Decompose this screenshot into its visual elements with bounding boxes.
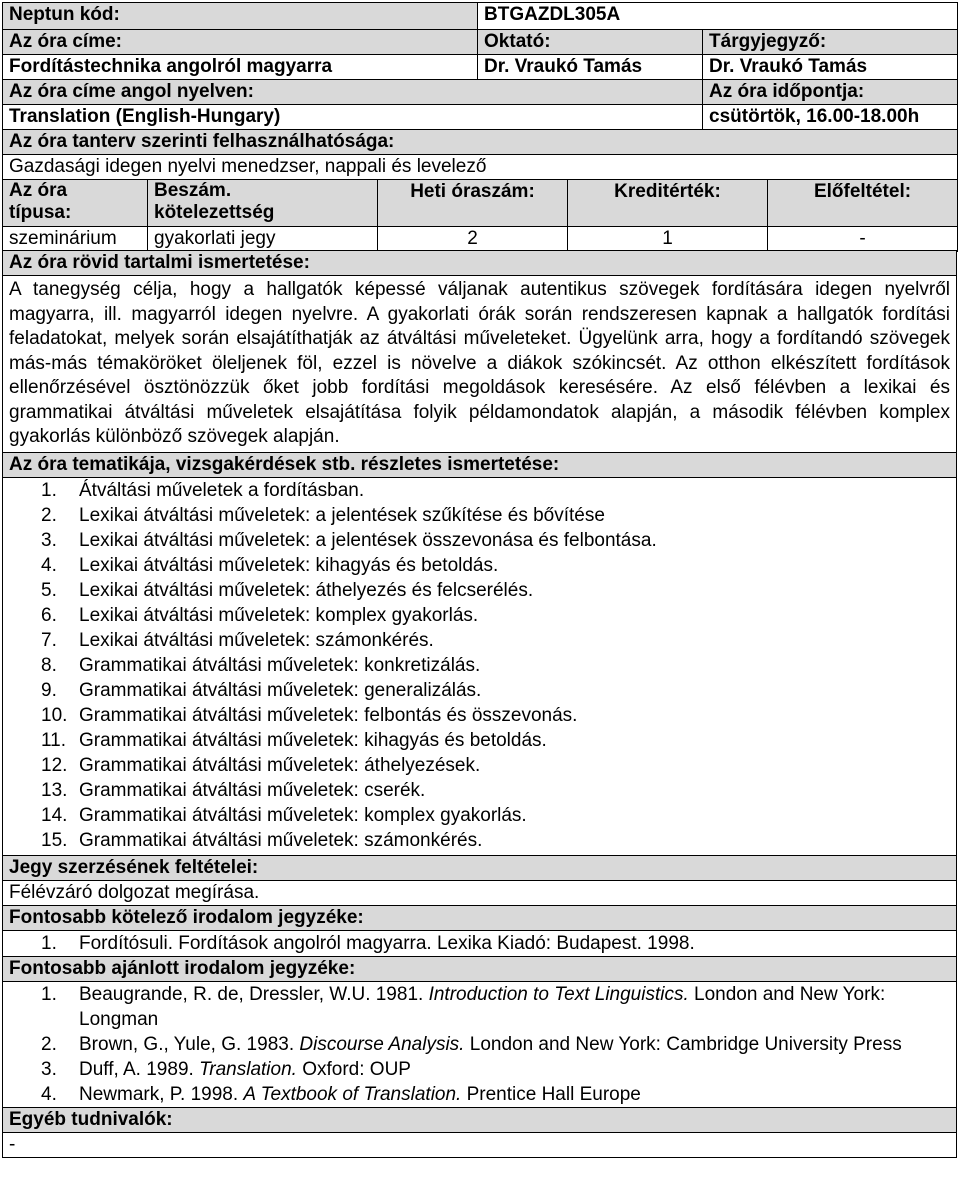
credit-label: Kreditérték: xyxy=(568,179,768,226)
other-info-label: Egyéb tudnivalók: xyxy=(3,1107,957,1132)
topic-item-number: 7. xyxy=(41,629,57,651)
summary-label: Az óra rövid tartalmi ismertetése: xyxy=(3,251,957,276)
recommended-literature-cell xyxy=(3,981,957,1107)
topic-item xyxy=(9,653,950,678)
topic-item-number: 13. xyxy=(41,779,68,801)
topics-list xyxy=(9,478,950,853)
topic-item-number: 10. xyxy=(41,704,68,726)
topic-item-text: Lexikai átváltási műveletek: komplex gyakorlás. xyxy=(79,604,479,626)
required-literature-list xyxy=(9,931,950,956)
topic-item-text: Átváltási műveletek a fordításban. xyxy=(79,479,365,501)
reference-authors-year: Beaugrande, R. de, Dressler, W.U. 1981. xyxy=(79,983,429,1005)
topic-item-text: Lexikai átváltási műveletek: számonkérés. xyxy=(79,629,434,651)
required-literature-item xyxy=(9,931,950,956)
course-info-table xyxy=(2,179,958,252)
course-title-en-value: Translation (English-Hungary) xyxy=(3,105,703,130)
reference-title: Translation. xyxy=(199,1058,297,1080)
topic-item-number: 11. xyxy=(41,729,67,751)
topic-item xyxy=(9,478,950,503)
recommended-literature-item-number: 3. xyxy=(41,1058,57,1080)
topic-item-text: Lexikai átváltási műveletek: a jelentések szűkítése és bővítése xyxy=(79,504,605,526)
reference-title: Discourse Analysis. xyxy=(299,1033,465,1055)
topic-item-text: Grammatikai átváltási műveletek: számonkérés. xyxy=(79,829,483,851)
topic-item-text: Lexikai átváltási műveletek: a jelentések összevonása és felbontása. xyxy=(79,529,657,551)
topic-item-text: Grammatikai átváltási műveletek: komplex gyakorlás. xyxy=(79,804,527,826)
topic-item-text: Grammatikai átváltási műveletek: kihagyás és betoldás. xyxy=(79,729,547,751)
credit-value: 1 xyxy=(568,226,768,251)
course-header-table xyxy=(2,2,958,180)
course-details-table xyxy=(2,250,957,1158)
course-type-value: szeminárium xyxy=(3,226,148,251)
recommended-literature-item xyxy=(9,1032,950,1057)
requirement-value: gyakorlati jegy xyxy=(148,226,378,251)
topic-item-number: 12. xyxy=(41,754,68,776)
weekly-hours-value: 2 xyxy=(378,226,568,251)
topic-item xyxy=(9,503,950,528)
recommended-literature-item xyxy=(9,1057,950,1082)
responsible-label: Tárgyjegyző: xyxy=(703,30,958,55)
grading-value: Félévzáró dolgozat megírása. xyxy=(3,880,957,905)
instructor-label: Oktató: xyxy=(478,30,703,55)
topics-list-cell xyxy=(3,477,957,855)
topic-item-number: 4. xyxy=(41,554,57,576)
course-time-label: Az óra időpontja: xyxy=(703,80,958,105)
topic-item-number: 5. xyxy=(41,579,57,601)
course-title-value: Fordítástechnika angolról magyarra xyxy=(3,55,478,80)
recommended-literature-label: Fontosabb ajánlott irodalom jegyzéke: xyxy=(3,956,957,981)
required-literature-cell xyxy=(3,930,957,956)
topic-item-number: 15. xyxy=(41,829,68,851)
topic-item xyxy=(9,553,950,578)
other-info-value: - xyxy=(3,1132,957,1157)
grading-label: Jegy szerzésének feltételei: xyxy=(3,855,957,880)
recommended-literature-item-number: 2. xyxy=(41,1033,57,1055)
reference-publisher: London and New York: Longman xyxy=(79,983,886,1030)
topic-item xyxy=(9,828,950,853)
topic-item-text: Grammatikai átváltási műveletek: cserék. xyxy=(79,779,426,801)
prerequisite-value: - xyxy=(768,226,958,251)
topic-item-text: Lexikai átváltási műveletek: áthelyezés és felcserélés. xyxy=(79,579,534,601)
topic-item xyxy=(9,728,950,753)
required-literature-item-text: Fordítósuli. Fordítások angolról magyarra. Lexika Kiadó: Budapest. 1998. xyxy=(79,932,695,954)
topic-item-number: 1. xyxy=(41,479,57,501)
responsible-value: Dr. Vraukó Tamás xyxy=(703,55,958,80)
reference-title: A Textbook of Translation. xyxy=(243,1083,462,1105)
topic-item-text: Grammatikai átváltási műveletek: felbontás és összevonás. xyxy=(79,704,578,726)
requirement-label: Beszám. kötelezettség xyxy=(148,179,378,226)
course-description-sheet xyxy=(2,2,957,1158)
topic-item xyxy=(9,678,950,703)
topic-item xyxy=(9,628,950,653)
neptun-code-value: BTGAZDL305A xyxy=(478,3,958,30)
topic-item xyxy=(9,528,950,553)
recommended-literature-item-number: 4. xyxy=(41,1083,57,1105)
recommended-literature-item xyxy=(9,982,950,1032)
topic-item xyxy=(9,778,950,803)
topic-item xyxy=(9,703,950,728)
neptun-code-label: Neptun kód: xyxy=(3,3,478,30)
topic-item-text: Grammatikai átváltási műveletek: konkretizálás. xyxy=(79,654,481,676)
topic-item-number: 3. xyxy=(41,529,57,551)
course-time-value: csütörtök, 16.00-18.00h xyxy=(703,105,958,130)
topic-item-text: Lexikai átváltási műveletek: kihagyás és betoldás. xyxy=(79,554,499,576)
usability-label: Az óra tanterv szerinti felhasználhatósága: xyxy=(3,130,958,155)
instructor-value: Dr. Vraukó Tamás xyxy=(478,55,703,80)
topic-item xyxy=(9,603,950,628)
reference-publisher: Prentice Hall Europe xyxy=(461,1083,641,1105)
course-type-label: Az óra típusa: xyxy=(3,179,148,226)
topic-item xyxy=(9,753,950,778)
recommended-literature-list xyxy=(9,982,950,1107)
topic-item-number: 2. xyxy=(41,504,57,526)
topic-item-text: Grammatikai átváltási műveletek: áthelyezések. xyxy=(79,754,481,776)
reference-publisher: Oxford: OUP xyxy=(296,1058,411,1080)
usability-value: Gazdasági idegen nyelvi menedzser, nappali és levelező xyxy=(3,155,958,180)
required-literature-item-number: 1. xyxy=(41,932,57,954)
reference-authors-year: Duff, A. 1989. xyxy=(79,1058,200,1080)
topics-label: Az óra tematikája, vizsgakérdések stb. részletes ismertetése: xyxy=(3,452,957,477)
reference-authors-year: Newmark, P. 1998. xyxy=(79,1083,244,1105)
summary-text: A tanegység célja, hogy a hallgatók képessé váljanak autentikus szövegek fordítására idegen nyelvről magyarra, ill. magyarról idegen nyelvre. A gyakorlati órák során rendszeresen kapnak a hallgatók fordítási feladatokat, melyek során elsajátíthatják az átváltási műveleteket. Ügyelünk arra, hogy a fordítandó szövegek más-más témaköröket öleljenek föl, ezzel is növelve a diákok szókincsét. Az otthon elkészített fordítások ellenőrzésével ösztönözzük őket jobb fordítási megoldások keresésére. Az első félévben a lexikai és grammatikai átváltási műveletek elsajátítása folyik példamondatok alapján, a második félévben komplex gyakorlás különböző szövegek alapján. xyxy=(3,276,957,453)
recommended-literature-item-number: 1. xyxy=(41,983,57,1005)
reference-authors-year: Brown, G., Yule, G. 1983. xyxy=(79,1033,300,1055)
topic-item xyxy=(9,578,950,603)
prerequisite-label: Előfeltétel: xyxy=(768,179,958,226)
topic-item-number: 14. xyxy=(41,804,68,826)
reference-title: Introduction to Text Linguistics. xyxy=(428,983,689,1005)
topic-item-number: 6. xyxy=(41,604,57,626)
topic-item-number: 8. xyxy=(41,654,57,676)
topic-item-text: Grammatikai átváltási műveletek: generalizálás. xyxy=(79,679,482,701)
recommended-literature-item xyxy=(9,1082,950,1107)
weekly-hours-label: Heti óraszám: xyxy=(378,179,568,226)
topic-item-number: 9. xyxy=(41,679,57,701)
reference-publisher: London and New York: Cambridge University Press xyxy=(464,1033,902,1055)
course-title-en-label: Az óra címe angol nyelven: xyxy=(3,80,703,105)
course-title-label: Az óra címe: xyxy=(3,30,478,55)
topic-item xyxy=(9,803,950,828)
required-literature-label: Fontosabb kötelező irodalom jegyzéke: xyxy=(3,905,957,930)
